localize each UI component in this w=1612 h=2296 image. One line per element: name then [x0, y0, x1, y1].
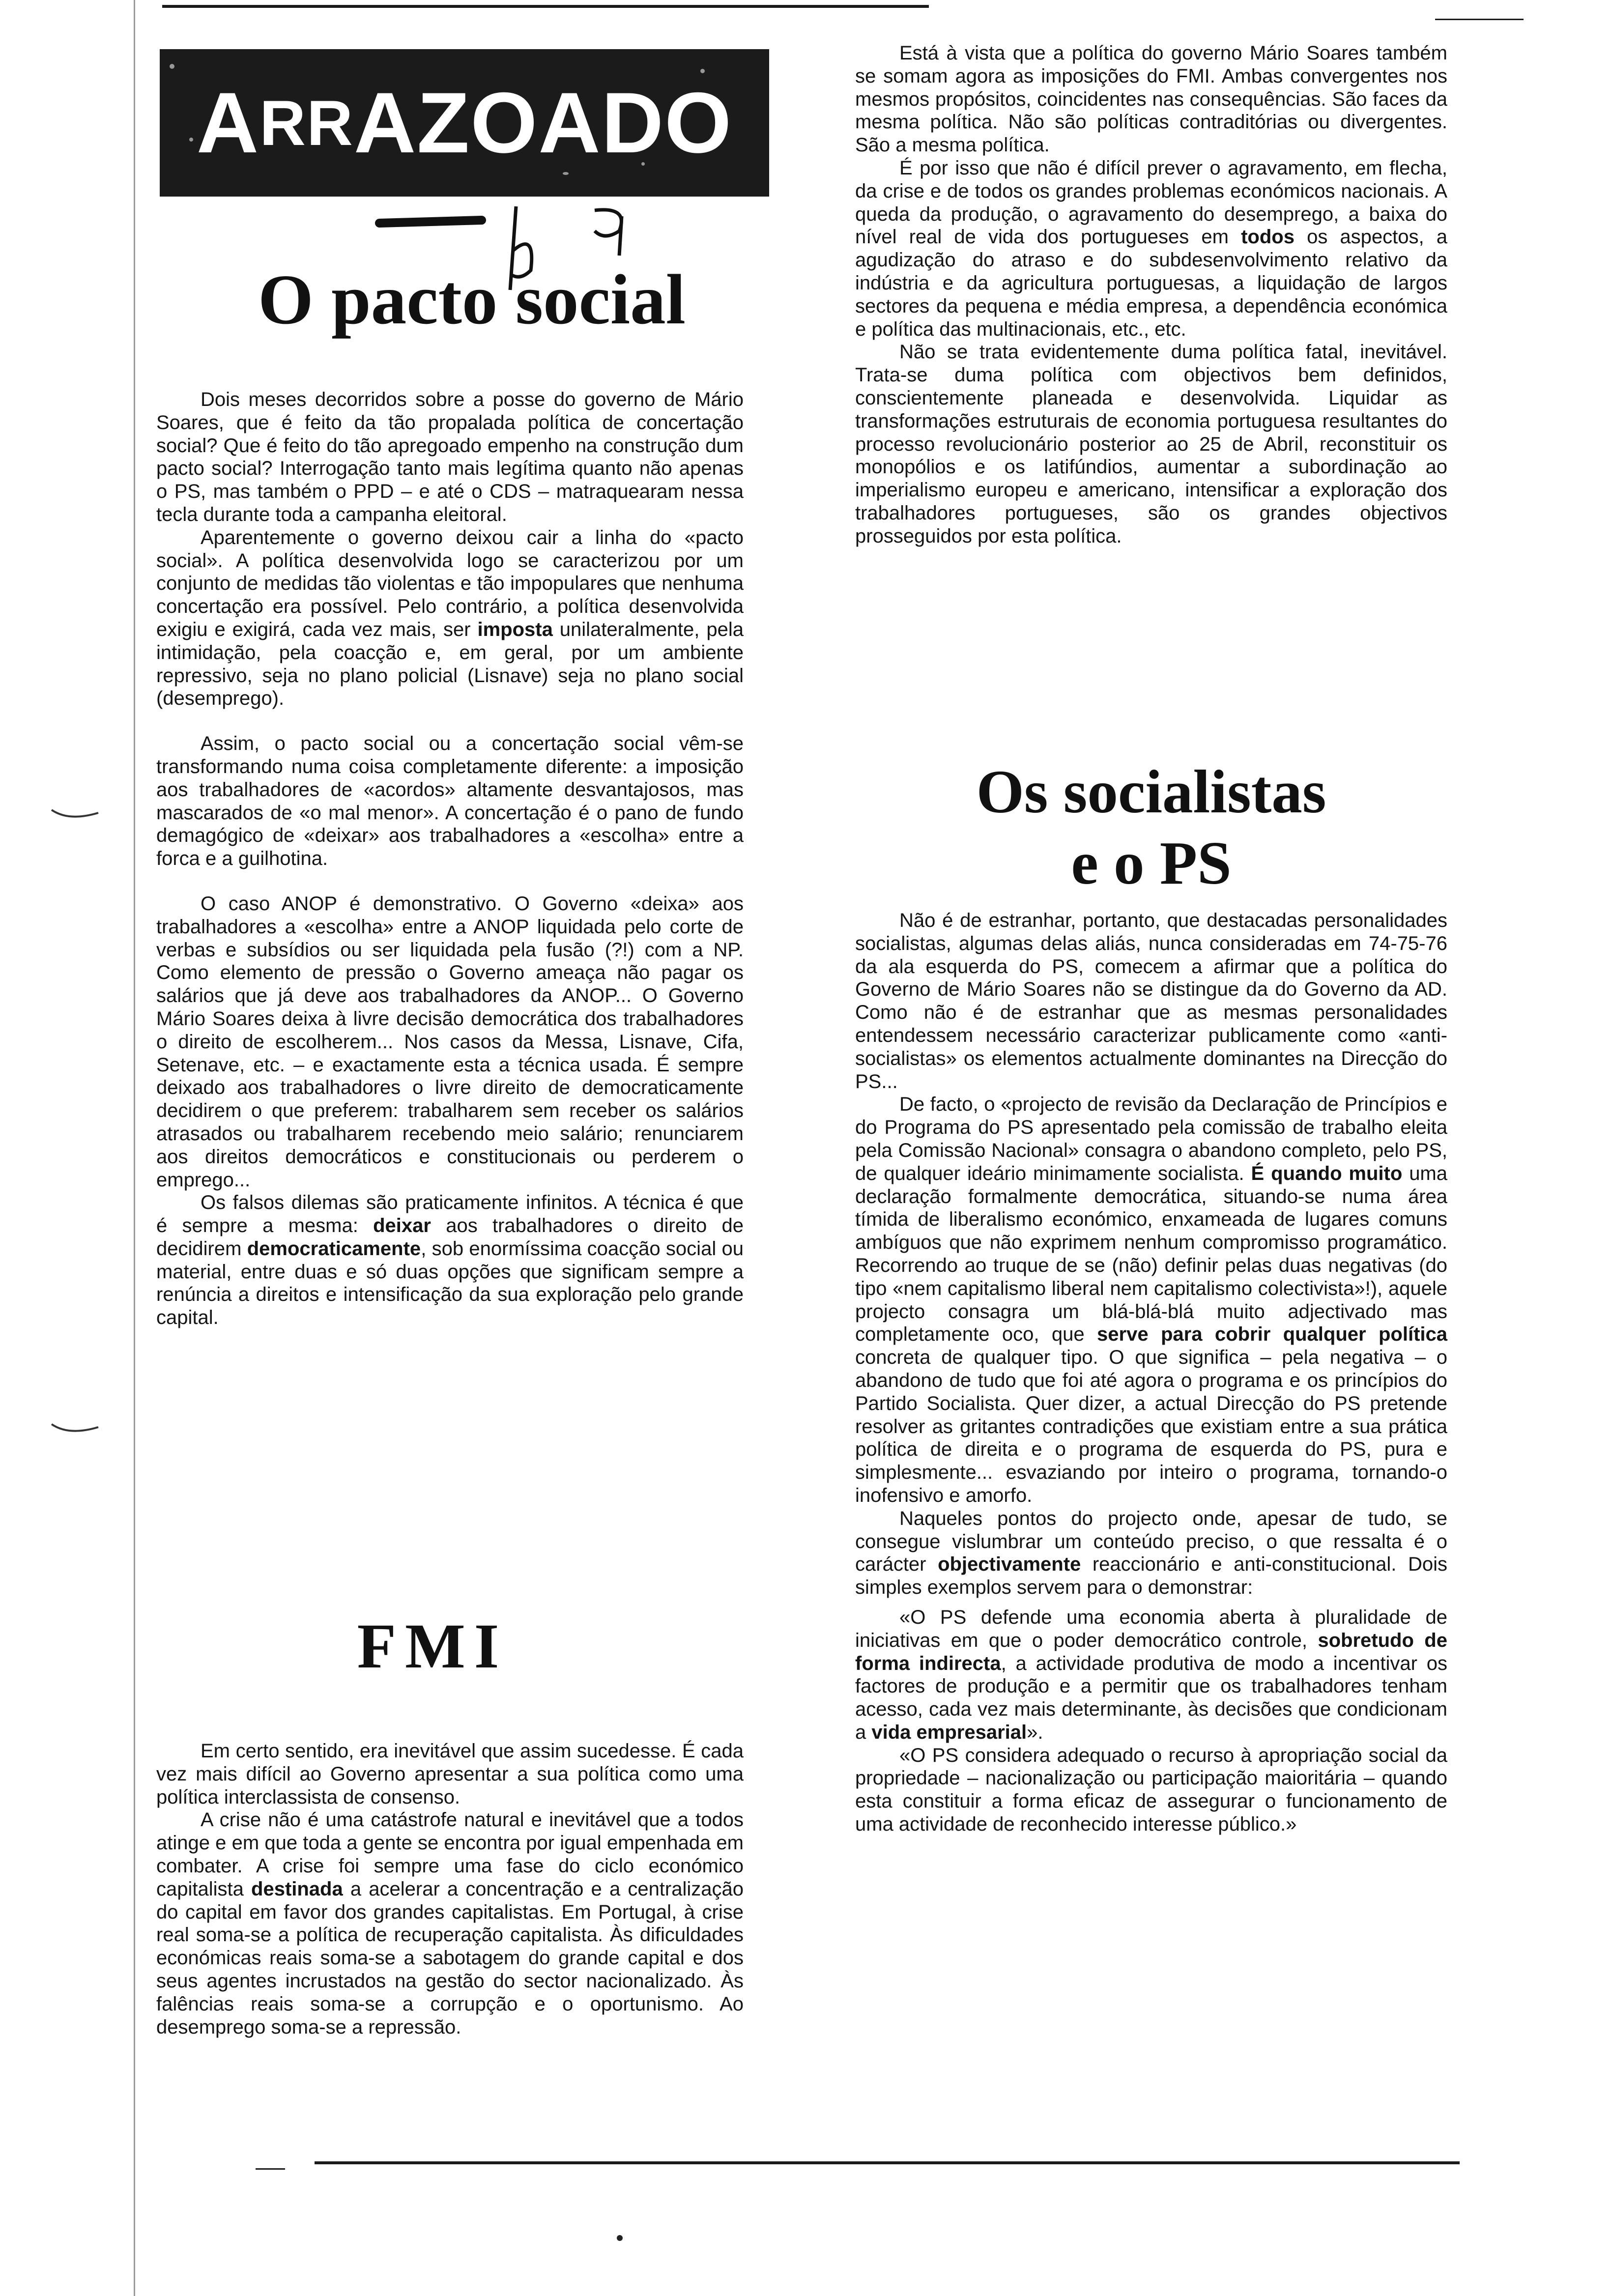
top-rule-left: [162, 5, 929, 8]
bottom-rule: [315, 2161, 1460, 2164]
paragraph: Assim, o pacto social ou a concertação social vêm-se transformando numa coisa completamente diferente: a imposição aos trabalhadores de «acordos» altamente desvantajosos, mas mascarados de «o mal menor». A concertação é o pano de fundo demagógico de «deixar» aos trabalhadores a «escolha» entre a forca e a guilhotina.: [156, 733, 744, 870]
top-rule-right: [1435, 19, 1524, 20]
paragraph: Está à vista que a política do governo Mário Soares também se somam agora as imposições do FMI. Ambas convergentes nos mesmos propósitos, coincidentes nas consequências. São faces da mesma política. Não são políticas contraditórias ou divergentes. São a mesma política.: [855, 42, 1447, 156]
headline-line: Os socialistas: [976, 758, 1326, 826]
paragraph: Os falsos dilemas são praticamente infinitos. A técnica é que é sempre a mesma: deixar aos trabalhadores o direito de decidirem democraticamente, sob enormíssima coacção social ou material, entre duas e só duas opções que significam sempre a renúncia a direitos e intensificação da sua exploração pelo grande capital.: [156, 1192, 744, 1329]
scan-speck: [617, 2235, 623, 2241]
article-fmi-body-part2: [855, 42, 1447, 548]
margin-hook-mark: [49, 806, 103, 826]
paragraph: Naqueles pontos do projecto onde, apesar de tudo, se consegue vislumbrar um conteúdo preciso, o que ressalta é o carácter objectivamente reaccionário e anti-constitucional. Dois simples exemplos servem para o demonstrar:: [855, 1507, 1447, 1599]
paragraph: Em certo sentido, era inevitável que assim sucedesse. É cada vez mais difícil ao Governo apresentar a sua política como uma política interclassista de consenso.: [156, 1740, 744, 1808]
bottom-rule-short: [256, 2168, 285, 2170]
paragraph: É por isso que não é difícil prever o agravamento, em flecha, da crise e de todos os grandes problemas económicos nacionais. A queda da produção, o agravamento do desemprego, a baixa do nível real de vida dos portugueses em todos os aspectos, a agudização do atraso e do subdesenvolvimento relativo da indústria e da agricultura portuguesas, a liquidação de largos sectores da pequena e média empresa, a dependência económica e política das multinacionais, etc., etc.: [855, 157, 1447, 340]
paragraph: Não é de estranhar, portanto, que destacadas personalidades socialistas, algumas delas aliás, nunca consideradas em 74-75-76 da ala esquerda do PS, comecem a afirmar que a política do Governo de Mário Soares não se distingue da do Governo da AD. Como não é de estranhar que as mesmas personalidades entendessem necessário caracterizar publicamente como «anti-socialistas» os elementos actualmente dominantes na Direcção do PS...: [855, 910, 1447, 1092]
headline-line: e o PS: [1071, 830, 1232, 897]
paragraph: O caso ANOP é demonstrativo. O Governo «deixa» aos trabalhadores a «escolha» entre a ANOP liquidada pelo corte de verbas e subsídios ou ser liquidada pela fusão (?!) com a NP. Como elemento de pressão o Governo ameaça não pagar os salários que já deve aos trabalhadores da ANOP... O Governo Mário Soares deixa à livre decisão democrática dos trabalhadores o direito de escolherem... Nos casos da Messa, Lisnave, Cifa, Setenave, etc. – e exactamente esta a técnica usada. É sempre deixado aos trabalhadores o livre direito de democraticamente decidirem o que preferem: trabalharem sem receber os salários atrasados ou trabalharem recebendo meio salário; renunciarem aos direitos democráticos e constitucionais ou perderem o emprego...: [156, 892, 744, 1191]
article-pacto-social-body: [156, 388, 744, 1329]
paragraph: Dois meses decorridos sobre a posse do governo de Mário Soares, que é feito da tão propalada política de concertação social? Que é feito do tão apregoado empenho na construção dum pacto social? Interrogação tanto mais legítima quanto não apenas o PS, mas também o PPD – e até o CDS – matraquearam nessa tecla durante toda a campanha eleitoral.: [156, 389, 744, 525]
article-fmi-body-part1: [156, 1740, 744, 2038]
masthead-title: A RR AZOADO: [196, 75, 733, 171]
article-socialistas-body: [855, 909, 1447, 1836]
paragraph: A crise não é uma catástrofe natural e inevitável que a todos atinge e em que toda a gente se encontra por igual empenhada em combater. A crise foi sempre uma fase do ciclo económico capitalista destinada a acelerar a concentração e a centralização do capital em favor dos grandes capitalistas. Em Portugal, à crise real soma-se a política de recuperação capitalista. Às dificuldades económicas reais soma-se a sabotagem do grande capital e dos seus agentes incrustados na gestão do sector nacionalizado. Às falências reais soma-se a corrupção e o oportunismo. Ao desemprego soma-se a repressão.: [156, 1809, 744, 2038]
masthead-banner: [160, 49, 769, 197]
headline-os-socialistas: [855, 757, 1447, 899]
headline-fmi: FMI: [357, 1611, 508, 1682]
quote-paragraph: «O PS considera adequado o recurso à apropriação social da propriedade – nacionalização ou participação maioritária – quando esta constituir a forma eficaz de assegurar o funcionamento de uma actividade de reconhecido interesse público.»: [855, 1744, 1447, 1836]
quote-paragraph: «O PS defende uma economia aberta à pluralidade de iniciativas em que o poder democrático controle, sobretudo de forma indirecta, a actividade produtiva de modo a incentivar os factores de produção e a permitir que os trabalhadores tenham acesso, cada vez mais determinante, às decisões que condicionam a vida empresarial».: [855, 1606, 1448, 1743]
headline-pacto-social: O pacto social: [258, 260, 686, 339]
scan-border-left: [134, 0, 135, 2296]
margin-hook-mark: [49, 1420, 103, 1440]
paragraph: Não se trata evidentemente duma política fatal, inevitável. Trata-se duma política com objectivos bem definidos, conscientemente planeada e desenvolvida. Liquidar as transformações estruturais de economia portuguesa resultantes do processo revolucionário posterior ao 25 de Abril, reconstituir os monopólios e os latifúndios, aumentar a subordinação ao imperialismo europeu e americano, intensificar a exploração dos trabalhadores portugueses, são os grandes objectivos prosseguidos por esta política.: [855, 341, 1447, 547]
paragraph: Aparentemente o governo deixou cair a linha do «pacto social». A política desenvolvida logo se caracterizou por um conjunto de medidas tão violentas e tão impopulares que nenhuma concertação era possível. Pelo contrário, a política desenvolvida exigiu e exigirá, cada vez mais, ser imposta unilateralmente, pela intimidação, pela coacção e, em geral, por um ambiente repressivo, seja no plano policial (Lisnave) seja no plano social (desemprego).: [156, 526, 744, 710]
paragraph: De facto, o «projecto de revisão da Declaração de Princípios e do Programa do PS apresentado pela comissão de trabalho eleita pela Comissão Nacional» consagra o abandono completo, pelo PS, de qualquer ideário minimamente socialista. É quando muito uma declaração formalmente democrática, situando-se numa área tímida de liberalismo económico, enxameada de lugares comuns ambíguos que não exprimem nenhum compromisso programático. Recorrendo ao truque de se (não) definir pelas duas negativas (do tipo «nem capitalismo liberal nem capitalismo colectivista»!), aquele projecto consagra um blá-blá-blá muito adjectivado mas completamente oco, que serve para cobrir qualquer política concreta de qualquer tipo. O que significa – pela negativa – o abandono de tudo que foi até agora o programa e os princípios do Partido Socialista. Quer dizer, a actual Direcção do PS pretende resolver as gritantes contradições que existiam entre a sua prática política de direita e o programa de esquerda do PS, pura e simplesmente... esvaziando por inteiro o programa, tornando-o inofensivo e amorfo.: [855, 1093, 1447, 1506]
